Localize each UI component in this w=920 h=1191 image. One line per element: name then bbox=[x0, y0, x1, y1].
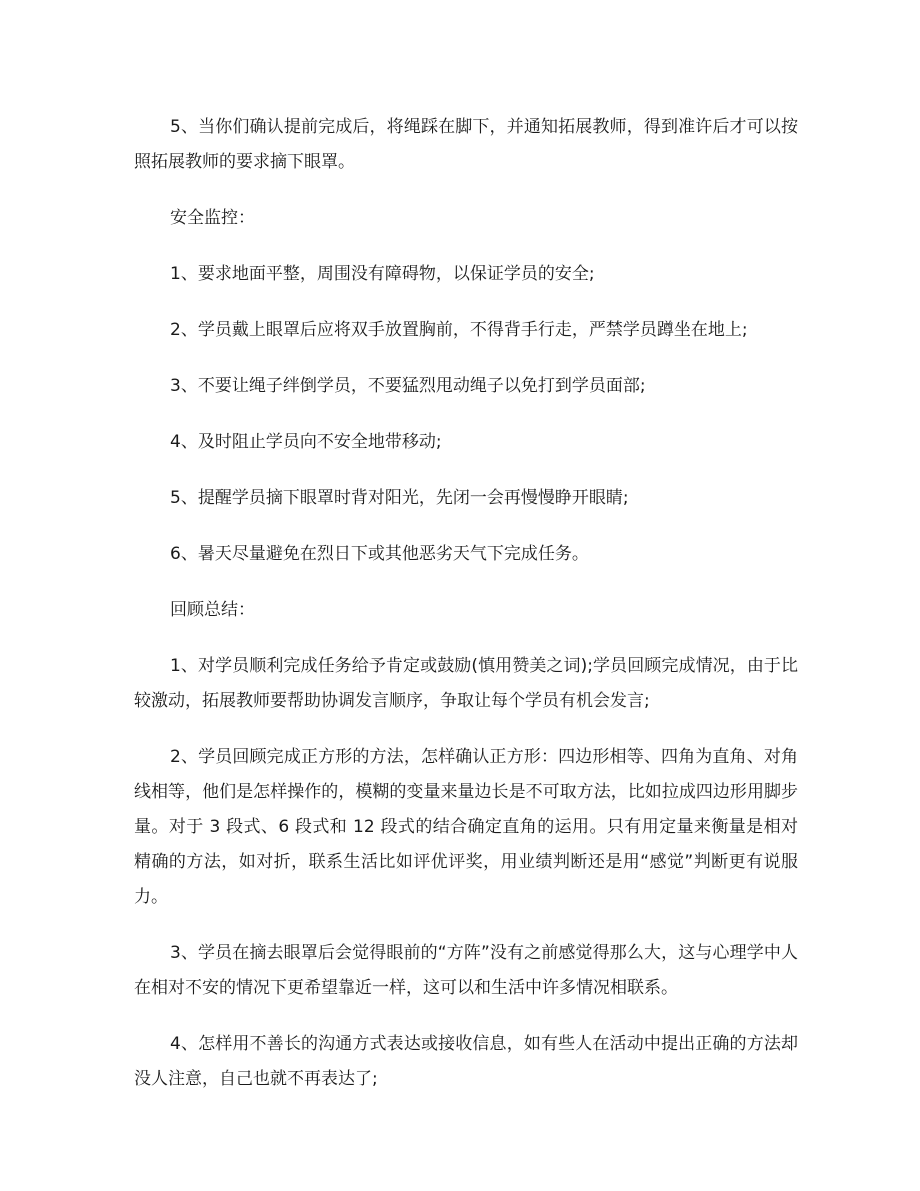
review-item-4: 4、怎样用不善长的沟通方式表达或接收信息，如有些人在活动中提出正确的方法却没人注意，自己也就不再表达了; bbox=[134, 1034, 798, 1089]
document-body bbox=[134, 110, 798, 1118]
safety-item-3: 3、不要让绳子绊倒学员，不要猛烈甩动绳子以免打到学员面部; bbox=[170, 376, 646, 396]
heading-review-summary: 回顾总结： bbox=[170, 600, 255, 620]
safety-item-2: 2、学员戴上眼罩后应将双手放置胸前，不得背手行走，严禁学员蹲坐在地上; bbox=[170, 320, 748, 340]
safety-item-5: 5、提醒学员摘下眼罩时背对阳光，先闭一会再慢慢睁开眼睛; bbox=[170, 488, 629, 508]
safety-item-1: 1、要求地面平整，周围没有障碍物，以保证学员的安全; bbox=[170, 264, 595, 284]
review-item-1: 1、对学员顺利完成任务给予肯定或鼓励(慎用赞美之词);学员回顾完成情况，由于比较激动，拓展教师要帮助协调发言顺序，争取让每个学员有机会发言; bbox=[134, 656, 798, 711]
safety-item-6: 6、暑天尽量避免在烈日下或其他恶劣天气下完成任务。 bbox=[170, 544, 589, 564]
paragraph-step-5-remove-blindfold: 5、当你们确认提前完成后，将绳踩在脚下，并通知拓展教师，得到准许后才可以按照拓展教师的要求摘下眼罩。 bbox=[134, 117, 798, 172]
safety-item-4: 4、及时阻止学员向不安全地带移动; bbox=[170, 432, 442, 452]
review-item-2: 2、学员回顾完成正方形的方法，怎样确认正方形：四边形相等、四角为直角、对角线相等，他们是怎样操作的，模糊的变量来量边长是不可取方法，比如拉成四边形用脚步量。对于 3 段式、6 段式和 12 段式的结合确定直角的运用。只有用定量来衡量是相对精确的方法，如对折，联系生活比如评优评奖，用业绩判断还是用“感觉”判断更有说服力。 bbox=[134, 747, 798, 907]
heading-safety-monitoring: 安全监控： bbox=[170, 208, 255, 228]
review-item-3: 3、学员在摘去眼罩后会觉得眼前的“方阵”没有之前感觉得那么大，这与心理学中人在相对不安的情况下更希望靠近一样，这可以和生活中许多情况相联系。 bbox=[134, 943, 798, 998]
